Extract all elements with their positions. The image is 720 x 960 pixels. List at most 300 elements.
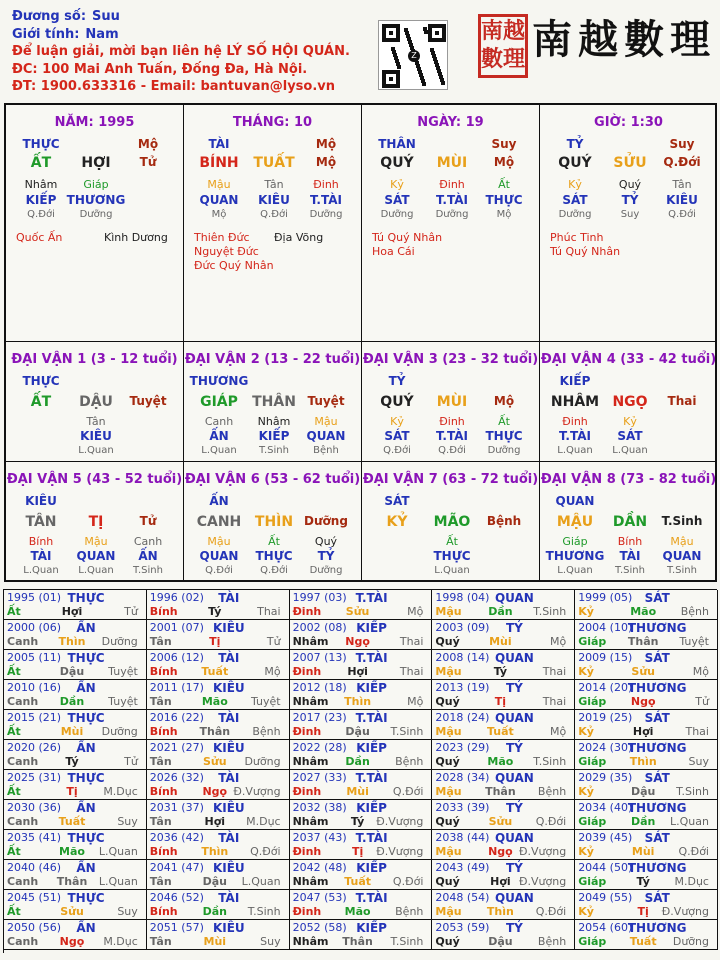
year-stage: Đ.Vượng bbox=[661, 905, 709, 918]
year-cell[interactable] bbox=[432, 710, 575, 740]
dai-van-hidden-god: QUAN bbox=[306, 429, 346, 443]
year-cell[interactable] bbox=[4, 920, 147, 950]
year-cell[interactable] bbox=[575, 770, 718, 800]
pillar-hidden-god: THƯƠNG bbox=[66, 193, 126, 207]
year-cell[interactable] bbox=[4, 890, 147, 920]
year-label: 1997 (03) bbox=[292, 591, 347, 604]
year-stem: Kỷ bbox=[578, 725, 594, 738]
year-cell[interactable] bbox=[432, 830, 575, 860]
dai-van-stem-branch: THÂN bbox=[252, 394, 296, 410]
year-stem: Canh bbox=[7, 755, 39, 768]
star-label: Đức Quý Nhân bbox=[194, 259, 274, 272]
pillar-hidden-stem: Kỷ bbox=[568, 178, 582, 191]
year-stage: Tuyệt bbox=[679, 635, 709, 648]
pillar-hidden-stem: Giáp bbox=[83, 178, 109, 191]
year-cell[interactable] bbox=[575, 860, 718, 890]
year-stem: Giáp bbox=[578, 635, 607, 648]
year-stage: Dưỡng bbox=[101, 725, 138, 738]
dai-van-stem-branch: QUÝ bbox=[380, 394, 414, 410]
year-god: THƯƠNG bbox=[627, 861, 687, 875]
year-stem: Kỷ bbox=[578, 845, 594, 858]
year-branch: Dần bbox=[202, 905, 227, 918]
year-stage: T.Sinh bbox=[676, 785, 709, 798]
year-branch: Mùi bbox=[631, 845, 655, 858]
year-stage: T.Sinh bbox=[247, 905, 281, 918]
dai-van-hidden-stem: Kỷ bbox=[390, 415, 404, 428]
year-stage: Tuyệt bbox=[108, 665, 138, 678]
pillar-stage: Q.Đới bbox=[27, 209, 55, 220]
dai-van-cell bbox=[184, 462, 362, 582]
year-cell[interactable] bbox=[290, 710, 433, 740]
year-cell[interactable] bbox=[147, 680, 290, 710]
year-god: QUAN bbox=[494, 711, 534, 725]
dai-van-stem-branch: Tử bbox=[139, 514, 157, 528]
year-branch: Thìn bbox=[629, 755, 657, 768]
dai-van-stage: L.Quan bbox=[557, 565, 593, 576]
year-god: THỰC bbox=[67, 831, 105, 845]
pillar-title: NĂM: 1995 bbox=[54, 115, 135, 130]
year-label: 2040 (46) bbox=[7, 861, 62, 874]
year-cell[interactable] bbox=[432, 740, 575, 770]
pillar-stage: Dưỡng bbox=[435, 209, 469, 220]
pillar-stem-branch: HỢI bbox=[81, 155, 111, 171]
pillar-hidden-stem: Kỷ bbox=[390, 178, 404, 191]
year-branch: Sửu bbox=[631, 665, 655, 678]
year-god: KIẾP bbox=[356, 921, 387, 935]
year-god: SÁT bbox=[644, 711, 670, 725]
year-cell[interactable] bbox=[4, 770, 147, 800]
year-label: 2000 (06) bbox=[7, 621, 62, 634]
year-stage: Q.Đới bbox=[392, 785, 424, 798]
year-stem: Giáp bbox=[578, 815, 607, 828]
dai-van-stage: T.Sinh bbox=[259, 445, 289, 456]
year-cell[interactable] bbox=[290, 770, 433, 800]
year-stage: Mộ bbox=[264, 665, 281, 678]
year-god: QUAN bbox=[494, 891, 534, 905]
pillar-stage: Dưỡng bbox=[309, 209, 343, 220]
year-branch: Hợi bbox=[347, 665, 368, 678]
year-god: T.TÀI bbox=[355, 891, 388, 905]
dai-van-stage: T.Sinh bbox=[667, 565, 697, 576]
year-branch: Tị bbox=[66, 785, 78, 798]
year-stage: Đ.Vượng bbox=[376, 815, 424, 828]
year-label: 2019 (25) bbox=[578, 711, 633, 724]
year-cell[interactable] bbox=[4, 620, 147, 650]
dai-van-god: QUAN bbox=[555, 494, 595, 508]
year-label: 2014 (20) bbox=[578, 681, 633, 694]
dai-van-hidden-stem: Giáp bbox=[562, 535, 588, 548]
year-cell[interactable] bbox=[432, 590, 575, 620]
pillar-title: NGÀY: 19 bbox=[417, 115, 484, 130]
year-cell[interactable] bbox=[4, 860, 147, 890]
year-branch: Ngọ bbox=[59, 935, 85, 948]
dai-van-cell bbox=[540, 342, 717, 462]
qr-module bbox=[394, 56, 398, 60]
year-cell[interactable] bbox=[290, 800, 433, 830]
pillar-hidden-stem: Tân bbox=[672, 178, 692, 191]
dai-van-hidden-stem: Đinh bbox=[562, 415, 588, 428]
year-stage: M.Dục bbox=[246, 815, 281, 828]
year-cell[interactable] bbox=[432, 650, 575, 680]
pillar-stage: Mộ bbox=[211, 209, 227, 220]
year-cell[interactable] bbox=[575, 830, 718, 860]
dai-van-title: ĐẠI VẬN 2 (13 - 22 tuổi) bbox=[184, 352, 361, 367]
year-branch: Thân bbox=[199, 725, 231, 738]
year-god: SÁT bbox=[644, 591, 670, 605]
year-stem: Quý bbox=[435, 935, 460, 948]
year-label: 2039 (45) bbox=[578, 831, 633, 844]
dai-van-stage: Q.Đới bbox=[260, 565, 288, 576]
year-label: 2002 (08) bbox=[292, 621, 347, 634]
year-stage: Suy bbox=[688, 755, 709, 768]
year-god: KIÊU bbox=[212, 801, 245, 815]
year-cell[interactable] bbox=[147, 890, 290, 920]
dai-van-stage: Bệnh bbox=[313, 445, 339, 456]
year-stem: Bính bbox=[149, 725, 178, 738]
year-branch: Dần bbox=[630, 815, 656, 828]
pillar-top-god: Suy bbox=[491, 137, 517, 151]
dai-van-stem-branch: DẦN bbox=[612, 514, 648, 530]
qr-module bbox=[421, 79, 425, 83]
year-cell[interactable] bbox=[432, 920, 575, 950]
pillar-stage: Dưỡng bbox=[79, 209, 113, 220]
star-label: Phúc Tinh bbox=[550, 231, 604, 244]
year-stem: Kỷ bbox=[578, 785, 594, 798]
year-stem: Ất bbox=[7, 605, 21, 618]
year-cell[interactable] bbox=[290, 740, 433, 770]
year-label: 1995 (01) bbox=[7, 591, 62, 604]
year-stem: Nhâm bbox=[292, 875, 329, 888]
year-god: SÁT bbox=[644, 771, 670, 785]
year-god: KIẾP bbox=[356, 741, 387, 755]
pillar-top-god: Suy bbox=[669, 137, 695, 151]
qr-code[interactable] bbox=[378, 20, 448, 90]
year-god: TỶ bbox=[505, 681, 523, 695]
pillar-hidden-stem: Quý bbox=[618, 178, 642, 191]
year-stage: T.Sinh bbox=[390, 935, 424, 948]
year-cell[interactable] bbox=[575, 740, 718, 770]
info-label: Giới tính: bbox=[12, 26, 80, 42]
pillar-hidden-god: KIÊU bbox=[666, 193, 698, 207]
year-label: 2041 (47) bbox=[149, 861, 204, 874]
year-label: 2036 (42) bbox=[149, 831, 204, 844]
year-stem: Tân bbox=[149, 635, 172, 648]
dai-van-hidden-stem: Mậu bbox=[84, 535, 108, 548]
year-cell[interactable] bbox=[575, 650, 718, 680]
year-branch: Dần bbox=[345, 755, 370, 768]
pillar-stem-branch: ẤT bbox=[30, 155, 52, 171]
year-cell[interactable] bbox=[432, 800, 575, 830]
year-cell[interactable] bbox=[147, 830, 290, 860]
year-branch: Tý bbox=[208, 605, 222, 618]
year-god: TỶ bbox=[505, 801, 523, 815]
year-cell[interactable] bbox=[432, 890, 575, 920]
year-stem: Bính bbox=[149, 845, 178, 858]
year-branch: Mão bbox=[201, 695, 228, 708]
pillar-hidden-god: SÁT bbox=[384, 193, 410, 207]
year-stage: Tử bbox=[124, 605, 138, 618]
dai-van-title: ĐẠI VẬN 4 (33 - 42 tuổi) bbox=[540, 352, 717, 367]
year-label: 2030 (36) bbox=[7, 801, 62, 814]
year-stem: Giáp bbox=[578, 935, 607, 948]
year-stage: Mộ bbox=[549, 725, 567, 738]
dai-van-cell bbox=[540, 462, 717, 582]
year-stage: L.Quan bbox=[98, 875, 138, 888]
year-cell[interactable] bbox=[4, 650, 147, 680]
dai-van-title: ĐẠI VẬN 7 (63 - 72 tuổi) bbox=[362, 472, 539, 487]
dai-van-stem-branch: MÃO bbox=[433, 514, 471, 530]
year-cell[interactable] bbox=[290, 650, 433, 680]
year-label: 2017 (23) bbox=[292, 711, 347, 724]
year-branch: Ngọ bbox=[488, 845, 513, 858]
year-cell[interactable] bbox=[290, 590, 433, 620]
year-stem: Ất bbox=[7, 845, 21, 858]
year-stem: Ất bbox=[7, 905, 21, 918]
year-branch: Tý bbox=[350, 815, 365, 828]
year-cell[interactable] bbox=[4, 800, 147, 830]
year-cell[interactable] bbox=[575, 620, 718, 650]
year-cell[interactable] bbox=[4, 590, 147, 620]
year-cell[interactable] bbox=[4, 710, 147, 740]
info-value: Suu bbox=[92, 9, 120, 24]
dai-van-stage: L.Quan bbox=[23, 565, 59, 576]
year-stem: Nhâm bbox=[292, 695, 329, 708]
year-stem: Canh bbox=[7, 635, 39, 648]
year-cell[interactable] bbox=[147, 920, 290, 950]
pillar-stem-branch: Mộ bbox=[493, 155, 515, 169]
dai-van-cell bbox=[362, 462, 540, 582]
pillar-top-god: Mộ bbox=[315, 137, 337, 151]
pillar-stage: Q.Đới bbox=[260, 209, 288, 220]
dai-van-stage: L.Quan bbox=[201, 445, 237, 456]
year-stem: Nhâm bbox=[292, 635, 329, 648]
year-branch: Mùi bbox=[203, 935, 227, 948]
year-god: ẤN bbox=[76, 921, 96, 935]
dai-van-hidden-god: THỰC bbox=[255, 549, 293, 563]
year-cell[interactable] bbox=[4, 740, 147, 770]
dai-van-god: TỶ bbox=[388, 374, 406, 388]
year-cell[interactable] bbox=[147, 650, 290, 680]
year-god: ẤN bbox=[76, 801, 96, 815]
year-label: 2033 (39) bbox=[435, 801, 490, 814]
year-cell[interactable] bbox=[432, 620, 575, 650]
dai-van-hidden-stem: Mậu bbox=[314, 415, 338, 428]
dai-van-hidden-god: THỰC bbox=[485, 429, 523, 443]
year-god: TÀI bbox=[218, 771, 240, 785]
year-label: 2021 (27) bbox=[149, 741, 204, 754]
year-stem: Quý bbox=[435, 635, 460, 648]
year-cell[interactable] bbox=[4, 830, 147, 860]
year-stage: Mộ bbox=[407, 695, 424, 708]
star-label: Thiên Đức bbox=[194, 231, 250, 244]
pillar-stem-branch: Q.Đới bbox=[663, 155, 701, 169]
pillar-stage: Suy bbox=[620, 209, 640, 220]
year-branch: Thìn bbox=[58, 635, 86, 648]
dai-van-stem-branch: DẬU bbox=[79, 394, 113, 410]
dai-van-hidden-god: ẤN bbox=[209, 429, 229, 443]
year-stem: Canh bbox=[7, 875, 39, 888]
year-stage: Q.Đới bbox=[392, 875, 424, 888]
dai-van-stem-branch: Mộ bbox=[493, 394, 515, 408]
pillar-stem-branch: BÍNH bbox=[199, 155, 239, 171]
year-cell[interactable] bbox=[147, 770, 290, 800]
year-cell[interactable] bbox=[290, 890, 433, 920]
dai-van-title: ĐẠI VẬN 1 (3 - 12 tuổi) bbox=[11, 352, 178, 367]
year-god: TÀI bbox=[218, 891, 240, 905]
pillar-stage: Dưỡng bbox=[380, 209, 414, 220]
dai-van-title: ĐẠI VẬN 8 (73 - 82 tuổi) bbox=[540, 472, 717, 487]
year-label: 2025 (31) bbox=[7, 771, 62, 784]
year-label: 2029 (35) bbox=[578, 771, 633, 784]
dai-van-hidden-god: ẤN bbox=[138, 549, 158, 563]
year-stem: Mậu bbox=[435, 905, 462, 918]
year-stage: Suy bbox=[117, 905, 138, 918]
year-cell[interactable] bbox=[432, 770, 575, 800]
pillar-stage: Q.Đới bbox=[668, 209, 696, 220]
info-label: Đương số: bbox=[12, 9, 87, 24]
pillar-top-god: THÂN bbox=[378, 137, 416, 151]
year-cell[interactable] bbox=[147, 860, 290, 890]
info-label: ĐT: 1900.633316 - Email: bantuvan@lyso.vn bbox=[12, 79, 336, 94]
dai-van-stem-branch: T.Sinh bbox=[661, 514, 703, 528]
pillar-top-god: TÀI bbox=[208, 137, 230, 151]
year-god: KIẾP bbox=[356, 861, 387, 875]
year-branch: Tý bbox=[493, 665, 508, 678]
year-cell[interactable] bbox=[575, 710, 718, 740]
info-line bbox=[12, 26, 350, 44]
qr-module bbox=[424, 30, 428, 34]
dai-van-hidden-god: TÀI bbox=[30, 549, 52, 563]
owner-info bbox=[12, 8, 350, 96]
pillar-stem-branch: Mộ bbox=[315, 155, 337, 169]
year-cell[interactable] bbox=[432, 860, 575, 890]
dai-van-stem-branch: NGỌ bbox=[612, 394, 648, 410]
year-label: 2045 (51) bbox=[7, 891, 62, 904]
pillar-stem-branch: MÙI bbox=[436, 155, 468, 171]
qr-finder bbox=[428, 24, 446, 42]
dai-van-stage: L.Quan bbox=[434, 565, 470, 576]
year-stage: Dưỡng bbox=[672, 935, 709, 948]
year-cell[interactable] bbox=[290, 860, 433, 890]
year-cell[interactable] bbox=[147, 590, 290, 620]
dai-van-hidden-god: TỶ bbox=[317, 549, 335, 563]
year-god: TÀI bbox=[218, 831, 240, 845]
year-stem: Đinh bbox=[292, 905, 322, 918]
year-cell[interactable] bbox=[147, 800, 290, 830]
year-stage: Q.Đới bbox=[250, 845, 281, 858]
year-cell[interactable] bbox=[147, 740, 290, 770]
year-branch: Mùi bbox=[60, 725, 84, 738]
pillar-stage: Dưỡng bbox=[558, 209, 592, 220]
year-branch: Hợi bbox=[632, 725, 654, 738]
dai-van-god: KIẾP bbox=[559, 374, 591, 388]
year-stage: Bệnh bbox=[537, 935, 567, 948]
year-cell[interactable] bbox=[575, 680, 718, 710]
year-stem: Đinh bbox=[292, 665, 322, 678]
year-cell[interactable] bbox=[147, 710, 290, 740]
year-cell[interactable] bbox=[575, 590, 718, 620]
dai-van-stage: Q.Đới bbox=[205, 565, 233, 576]
year-cell[interactable] bbox=[290, 920, 433, 950]
pillar-top-god: THỰC bbox=[22, 137, 60, 151]
year-stage: Dưỡng bbox=[244, 755, 281, 768]
year-god: T.TÀI bbox=[355, 771, 388, 785]
year-cell[interactable] bbox=[575, 920, 718, 950]
year-stem: Tân bbox=[149, 755, 172, 768]
year-stem: Mậu bbox=[435, 605, 462, 618]
year-branch: Thân bbox=[56, 875, 88, 888]
year-stage: Bệnh bbox=[395, 905, 424, 918]
year-branch: Ngọ bbox=[345, 635, 370, 648]
dai-van-title: ĐẠI VẬN 6 (53 - 62 tuổi) bbox=[184, 472, 361, 487]
year-god: QUAN bbox=[494, 651, 534, 665]
year-branch: Thân bbox=[485, 785, 516, 798]
year-branch: Thìn bbox=[486, 905, 514, 918]
dai-van-hidden-god: QUAN bbox=[199, 549, 239, 563]
year-label: 2046 (52) bbox=[149, 891, 204, 904]
year-cell[interactable] bbox=[290, 680, 433, 710]
year-branch: Tuất bbox=[201, 665, 229, 678]
year-god: KIÊU bbox=[212, 741, 245, 755]
year-stem: Ất bbox=[7, 785, 21, 798]
star-label: Kình Dương bbox=[104, 231, 168, 244]
pillar-title: GIỜ: 1:30 bbox=[594, 115, 663, 130]
dai-van-hidden-god: KIẾP bbox=[258, 429, 290, 443]
year-stem: Nhâm bbox=[292, 755, 329, 768]
year-stage: Tử bbox=[124, 755, 138, 768]
year-god: ẤN bbox=[76, 861, 96, 875]
year-god: T.TÀI bbox=[355, 711, 388, 725]
year-cell[interactable] bbox=[4, 680, 147, 710]
dai-van-stage: L.Quan bbox=[78, 565, 114, 576]
pillar-stage: Mộ bbox=[496, 209, 512, 220]
year-cell[interactable] bbox=[575, 890, 718, 920]
year-label: 2001 (07) bbox=[149, 621, 204, 634]
star-label: Tú Quý Nhân bbox=[550, 245, 621, 258]
pillar-stem-branch: TUẤT bbox=[253, 155, 295, 171]
red-seal-logo: 南越 數理 bbox=[478, 14, 528, 78]
year-branch: Thìn bbox=[201, 845, 229, 858]
dai-van-stem-branch: MÙI bbox=[436, 394, 468, 410]
year-cell[interactable] bbox=[290, 830, 433, 860]
dai-van-hidden-stem: Canh bbox=[204, 415, 234, 428]
year-god: T.TÀI bbox=[355, 831, 388, 845]
year-god: KIẾP bbox=[356, 801, 387, 815]
dai-van-cell bbox=[362, 342, 540, 462]
dai-van-hidden-stem: Bính bbox=[28, 535, 54, 548]
pillar-stem-branch: QUÝ bbox=[558, 155, 592, 171]
year-stem: Bính bbox=[149, 605, 178, 618]
year-branch: Dậu bbox=[345, 725, 370, 738]
year-god: THỰC bbox=[67, 591, 105, 605]
bazi-chart bbox=[4, 103, 717, 582]
year-cell[interactable] bbox=[575, 800, 718, 830]
year-stage: Thai bbox=[257, 605, 281, 618]
dai-van-title: ĐẠI VẬN 5 (43 - 52 tuổi) bbox=[6, 472, 183, 487]
year-god: TÀI bbox=[218, 711, 240, 725]
year-stage: L.Quan bbox=[98, 845, 138, 858]
dai-van-hidden-god: SÁT bbox=[384, 429, 410, 443]
dai-van-stem-branch: TÂN bbox=[25, 514, 57, 530]
pillar-cell bbox=[362, 105, 540, 342]
year-stem: Đinh bbox=[292, 605, 322, 618]
dai-van-title: ĐẠI VẬN 3 (23 - 32 tuổi) bbox=[362, 352, 539, 367]
year-label: 2011 (17) bbox=[149, 681, 204, 694]
year-cell[interactable] bbox=[147, 620, 290, 650]
year-cell[interactable] bbox=[432, 680, 575, 710]
year-label: 2049 (55) bbox=[578, 891, 633, 904]
year-cell[interactable] bbox=[290, 620, 433, 650]
